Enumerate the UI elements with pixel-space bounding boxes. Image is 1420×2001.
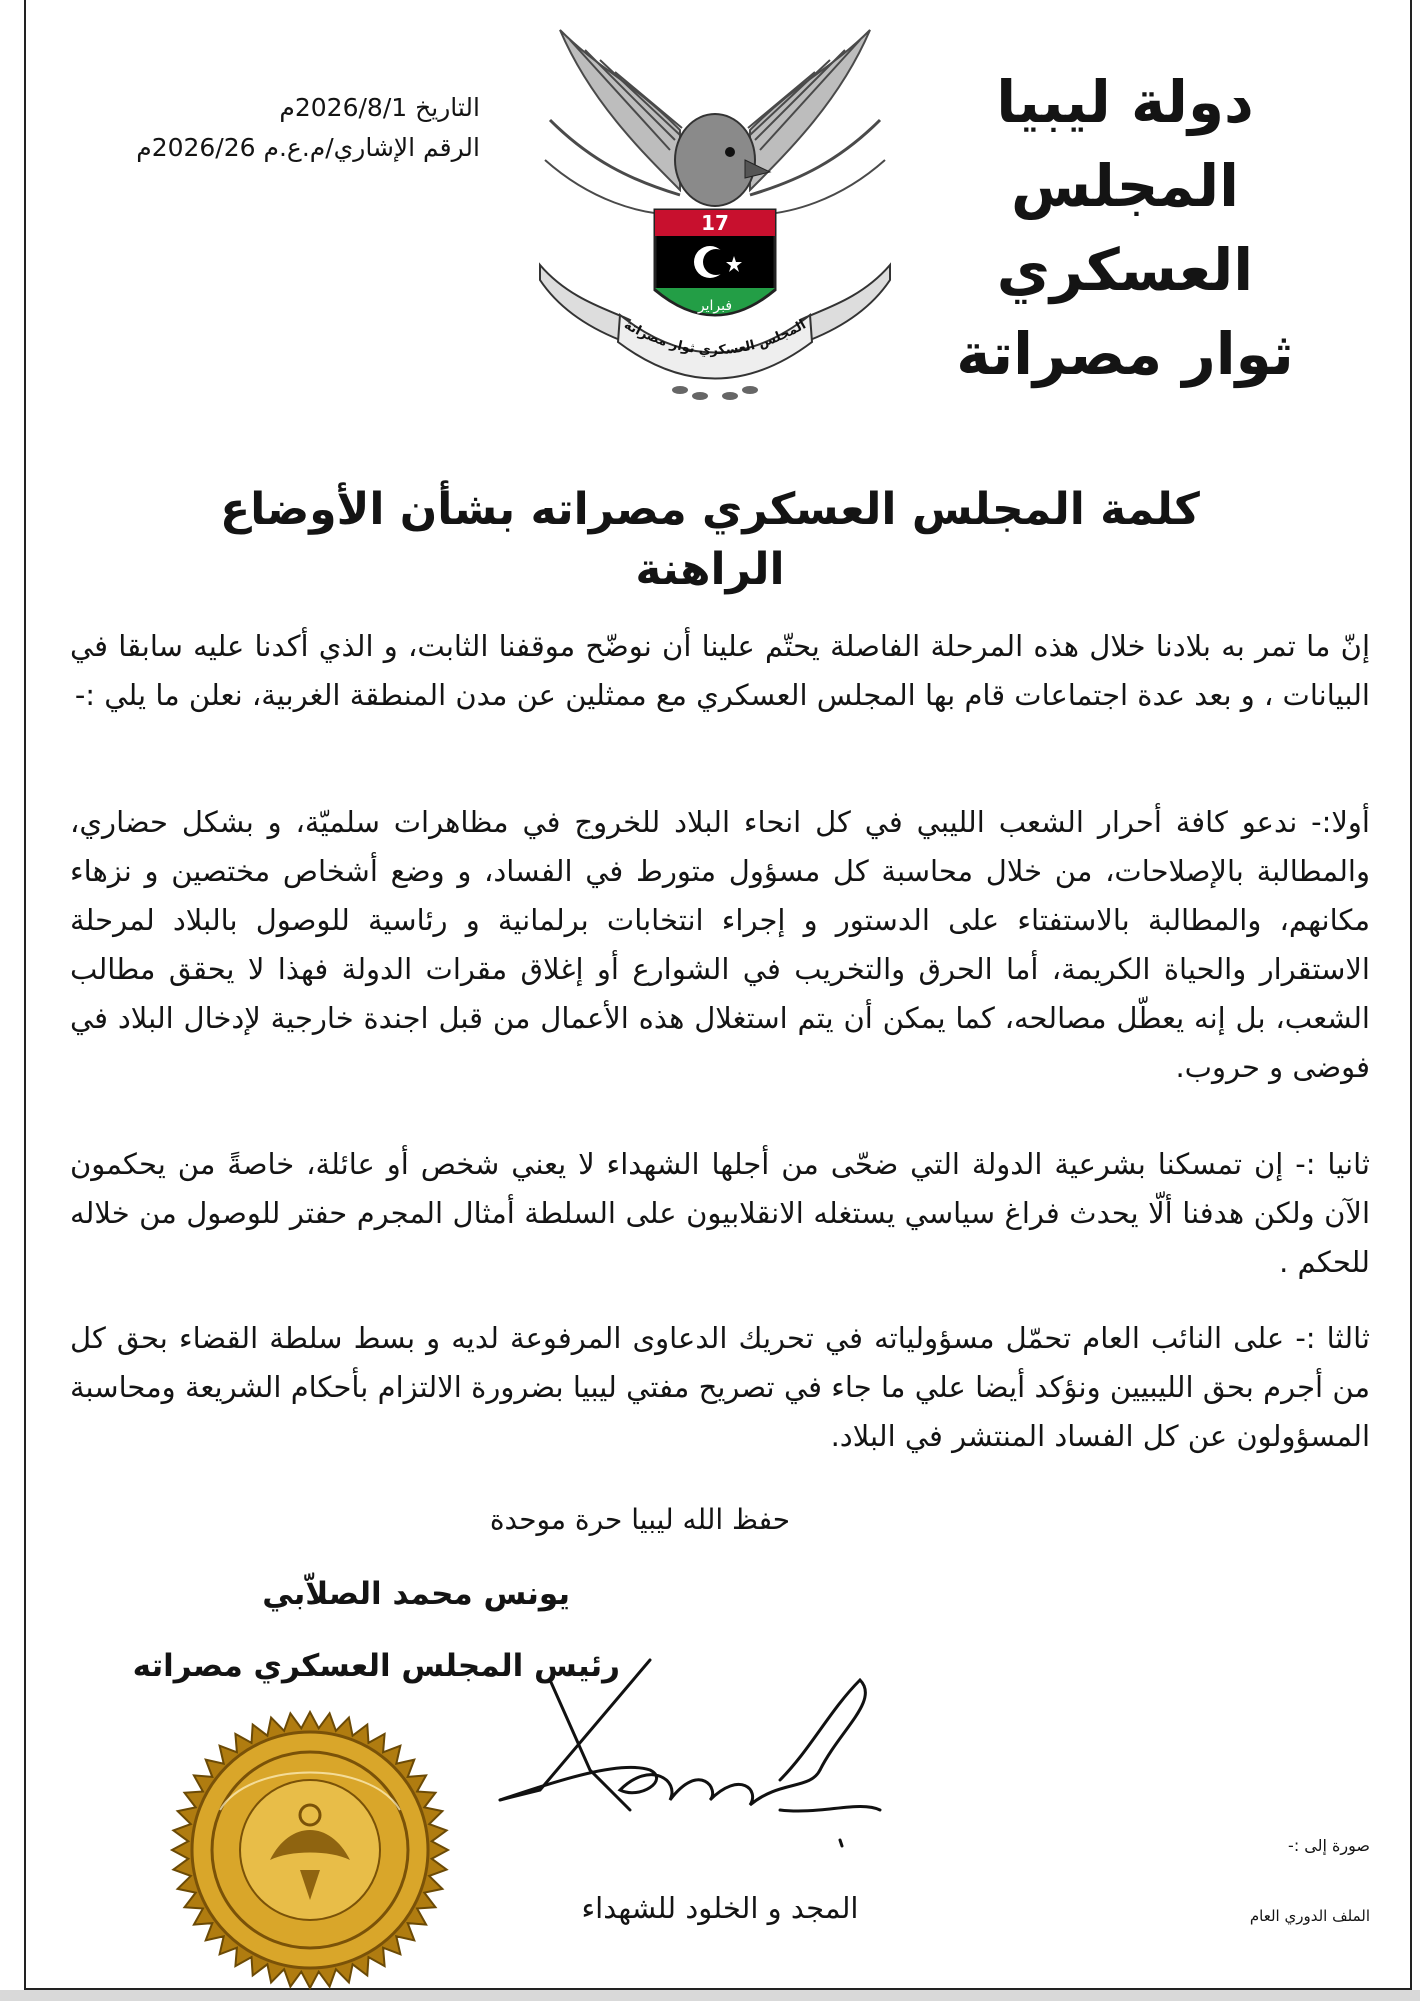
header-meta [100,88,480,168]
header-council: المجلس العسكري [996,152,1254,304]
intro-paragraph: إنّ ما تمر به بلادنا خلال هذه المرحلة الفاصلة يحتّم علينا أن نوضّح موقفنا الثابت، و الذي أكدنا عليه سابقا في البيانات ، و بعد عدة اجتماعات قام بها المجلس العسكري مع ممثلين عن مدن المنطقة الغربية، نعلن ما يلي :- [70,629,1370,712]
closing-line: حفظ الله ليبيا حرة موحدة [489,1503,791,1536]
emblem-number: 17 [701,211,729,235]
emblem-month: فبراير [697,298,733,314]
handwritten-signature [480,1640,900,1900]
eagle-emblem-logo [530,10,900,410]
point-second-paragraph: ثانيا :- إن تمسكنا بشرعية الدولة التي ضحّى من أجلها الشهداء لا يعني شخص أو عائلة، خاصةً من يحكمون الآن ولكن هدفنا ألّا يحدث فراغ سياسي يستغله الانقلابيون على السلطة أمثال المجرم حفتر للوصول من خلاله للحكم . [70,1147,1370,1279]
header-revolutionaries: ثوار مصراتة [956,320,1294,388]
document-title: كلمة المجلس العسكري مصراته بشأن الأوضاع الراهنة [220,484,1200,595]
gold-wax-seal [140,1710,480,1990]
scan-edge [0,1990,1420,2001]
header-state: دولة ليبيا [996,68,1254,136]
cc-value: الملف الدوري العام [1249,1907,1370,1925]
reference-line: الرقم الإشاري/م.ع.م 2026/26م [136,133,480,162]
header-issuer [915,60,1335,396]
point-third-paragraph: ثالثا :- على النائب العام تحمّل مسؤولياته في تحريك الدعاوى المرفوعة لديه و بسط سلطة القضاء بحق كل من أجرم بحق الليبيين ونؤكد أيضا علي ما جاء في تصريح مفتي ليبيا بضرورة الالتزام بأحكام الشريعة ومحاسبة المسؤولون عن كل الفساد المنتشر في البلاد. [70,1321,1370,1453]
signer-name: يونس محمد الصلاّبي [262,1576,570,1612]
date-line: التاريخ 2026/8/1م [279,93,480,122]
signer-title: رئيس المجلس العسكري مصراته [132,1648,620,1684]
cc-label: صورة إلى :- [1288,1836,1370,1855]
point-first-paragraph: أولا:- ندعو كافة أحرار الشعب الليبي في كل انحاء البلاد للخروج في مظاهرات سلميّة، و بشكل حضاري، والمطالبة بالإصلاحات، من خلال محاسبة كل مسؤول متورط في الفساد، و وضع أشخاص مختصين و نزهاء مكانهم، والمطالبة بالاستفتاء على الدستور و إجراء انتخابات برلمانية و رئاسية للوصول بالبلاد لمرحلة الاستقرار والحياة الكريمة، أما الحرق والتخريب في الشوارع أو إغلاق مقرات الدولة فهذا لا يحقق مطالب الشعب، بل إنه يعطّل مصالحه، كما يمكن أن يتم استغلال هذه الأعمال من قبل اجندة خارجية لإدخال البلاد في فوضى و حروب. [70,805,1370,1084]
emblem-ribbon-text: المجلس العسكري ثوار مصراتة [621,317,809,359]
motto-line: المجد و الخلود للشهداء [581,1891,859,1925]
